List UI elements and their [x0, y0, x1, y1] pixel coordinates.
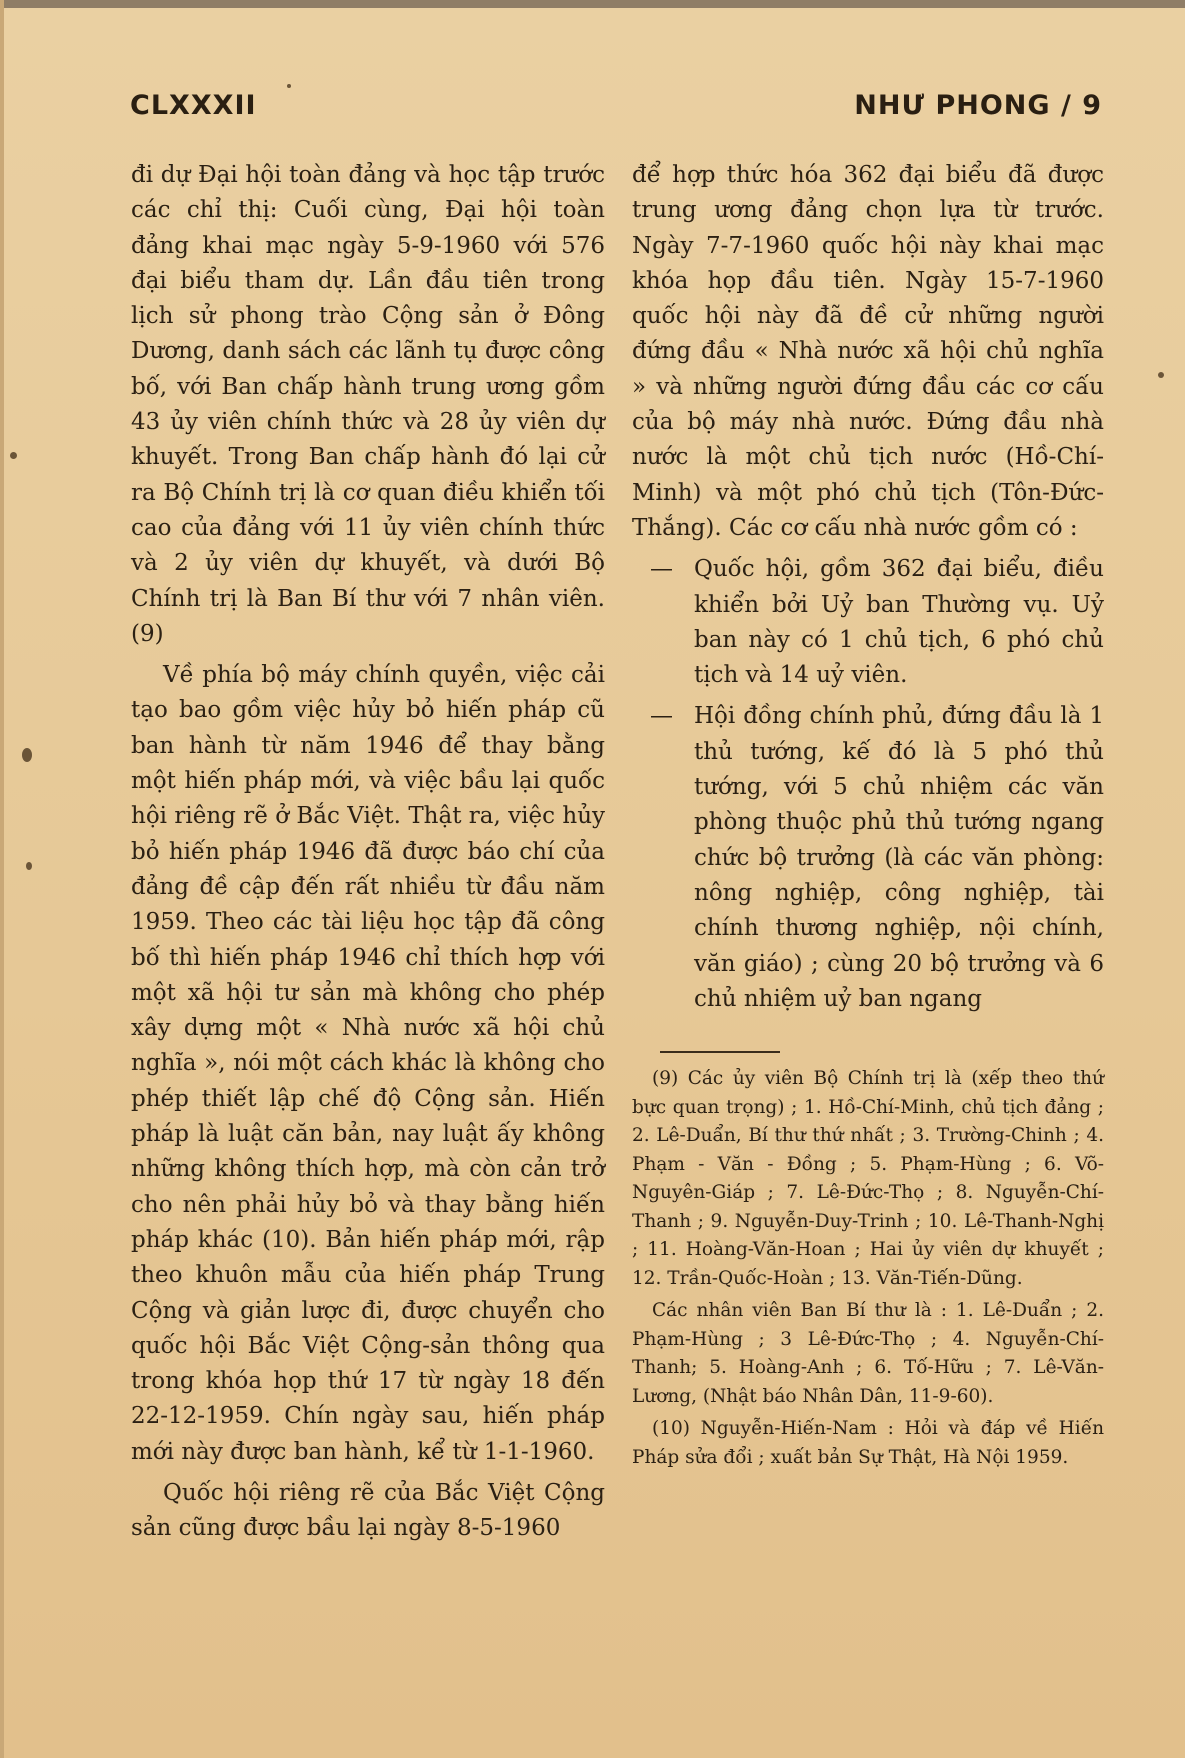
- list-dash: —: [650, 703, 673, 730]
- header-author-page: NHƯ PHONG / 9: [854, 90, 1102, 121]
- running-header: [130, 90, 1102, 130]
- paragraph-constitution: Về phía bộ máy chính quyền, việc cải tạo bao gồm việc hủy bỏ hiến pháp cũ ban hành từ năm 1946 để thay bằng một hiến pháp mới, và việc bầu lại quốc hội riêng rẽ ở Bắc Việt. Thật ra, việc hủy bỏ hiến pháp 1946 đã được báo chí của đảng đề cập đến rất nhiều từ đầu năm 1959. Theo các tài liệu học tập đã công bố thì hiến pháp 1946 chỉ thích hợp với một xã hội tư sản mà không cho phép xây dựng một « Nhà nước xã hội chủ nghĩa », nói một cách khác là không cho phép thiết lập chế độ Cộng sản. Hiến pháp là luật căn bản, nay luật ấy không những không thích hợp, mà còn cản trở cho nên phải hủy bỏ và thay bằng hiến pháp khác (10). Bản hiến pháp mới, rập theo khuôn mẫu của hiến pháp Trung Cộng và giản lược đi, được chuyển cho quốc hội Bắc Việt Cộng-sản thông qua trong khóa họp thứ 17 từ ngày 18 đến 22-12-1959. Chín ngày sau, hiến pháp mới này được ban hành, kể từ 1-1-1960.: [131, 662, 605, 1465]
- footnote-10: (10) Nguyễn-Hiến-Nam : Hỏi và đáp về Hiến Pháp sửa đổi ; xuất bản Sự Thật, Hà Nội 1959.: [632, 1418, 1104, 1468]
- list-item-government-council: [632, 699, 1104, 1017]
- paper-speck: [10, 452, 17, 459]
- footnote-9: (9) Các ủy viên Bộ Chính trị là (xếp theo thứ bực quan trọng) ; 1. Hồ-Chí-Minh, chủ tịch đảng ; 2. Lê-Duẩn, Bí thư thứ nhất ; 3. Trường-Chinh ; 4. Phạm - Văn - Đồng ; 5. Phạm-Hùng ; 6. Võ-Nguyên-Giáp ; 7. Lê-Đức-Thọ ; 8. Nguyễn-Chí-Thanh ; 9. Nguyễn-Duy-Trinh ; 10. Lê-Thanh-Nghị ; 11. Hoàng-Văn-Hoan ; Hai ủy viên dự khuyết ; 12. Trần-Quốc-Hoàn ; 13. Văn-Tiến-Dũng.: [632, 1068, 1104, 1289]
- paper-speck: [26, 862, 32, 870]
- list-dash: —: [650, 556, 673, 583]
- footnote-9-secretariat: Các nhân viên Ban Bí thư là : 1. Lê-Duẩn ; 2. Phạm-Hùng ; 3 Lê-Đức-Thọ ; 4. Nguyễn-Chí-Thanh; 5. Hoàng-Anh ; 6. Tố-Hữu ; 7. Lê-Văn-Lương, (Nhật báo Nhân Dân, 11-9-60).: [632, 1300, 1104, 1407]
- list-item-text: Quốc hội, gồm 362 đại biểu, điều khiển bởi Uỷ ban Thường vụ. Uỷ ban này có 1 chủ tịch, 6 phó chủ tịch và 14 uỷ viên.: [694, 556, 1104, 689]
- paper-speck: [22, 748, 32, 762]
- header-section-number: CLXXXII: [130, 90, 257, 121]
- list-item-national-assembly: [632, 552, 1104, 693]
- paragraph-national-assembly: Quốc hội riêng rẽ của Bắc Việt Cộng sản cũng được bầu lại ngày 8-5-1960: [131, 1479, 605, 1542]
- paragraph-party-congress: đi dự Đại hội toàn đảng và học tập trước các chỉ thị: Cuối cùng, Đại hội toàn đảng khai mạc ngày 5-9-1960 với 576 đại biểu tham dự. Lần đầu tiên trong lịch sử phong trào Cộng sản ở Đông Dương, danh sách các lãnh tụ được công bố, với Ban chấp hành trung ương gồm 43 ủy viên chính thức và 28 ủy viên dự khuyết. Trong Ban chấp hành đó lại cử ra Bộ Chính trị là cơ quan điều khiển tối cao của đảng với 11 ủy viên chính thức và 2 ủy viên dự khuyết, và dưới Bộ Chính trị là Ban Bí thư với 7 nhân viên. (9): [131, 162, 605, 647]
- paper-speck: [287, 84, 291, 88]
- right-column: [632, 158, 1104, 1476]
- page-left-edge: [0, 0, 4, 1758]
- left-column: [131, 158, 605, 1547]
- list-item-text: Hội đồng chính phủ, đứng đầu là 1 thủ tướng, kế đó là 5 phó thủ tướng, với 5 chủ nhiệm các văn phòng thuộc phủ thủ tướng ngang chức bộ trưởng (là các văn phòng: nông nghiệp, công nghiệp, tài chính thương nghiệp, nội chính, văn giáo) ; cùng 20 bộ trưởng và 6 chủ nhiệm uỷ ban ngang: [694, 703, 1104, 1012]
- footnotes: [632, 1065, 1104, 1472]
- page-top-edge: [0, 0, 1185, 8]
- paragraph-state-structure: để hợp thức hóa 362 đại biểu đã được trung ương đảng chọn lựa từ trước. Ngày 7-7-1960 quốc hội này khai mạc khóa họp đầu tiên. Ngày 15-7-1960 quốc hội này đã đề cử những người đứng đầu « Nhà nước xã hội chủ nghĩa » và những người đứng đầu các cơ cấu của bộ máy nhà nước. Đứng đầu nhà nước là một chủ tịch nước (Hồ-Chí-Minh) và một phó chủ tịch (Tôn-Đức-Thắng). Các cơ cấu nhà nước gồm có :: [632, 162, 1104, 541]
- footnote-divider: [660, 1051, 780, 1053]
- paper-speck: [1158, 372, 1164, 378]
